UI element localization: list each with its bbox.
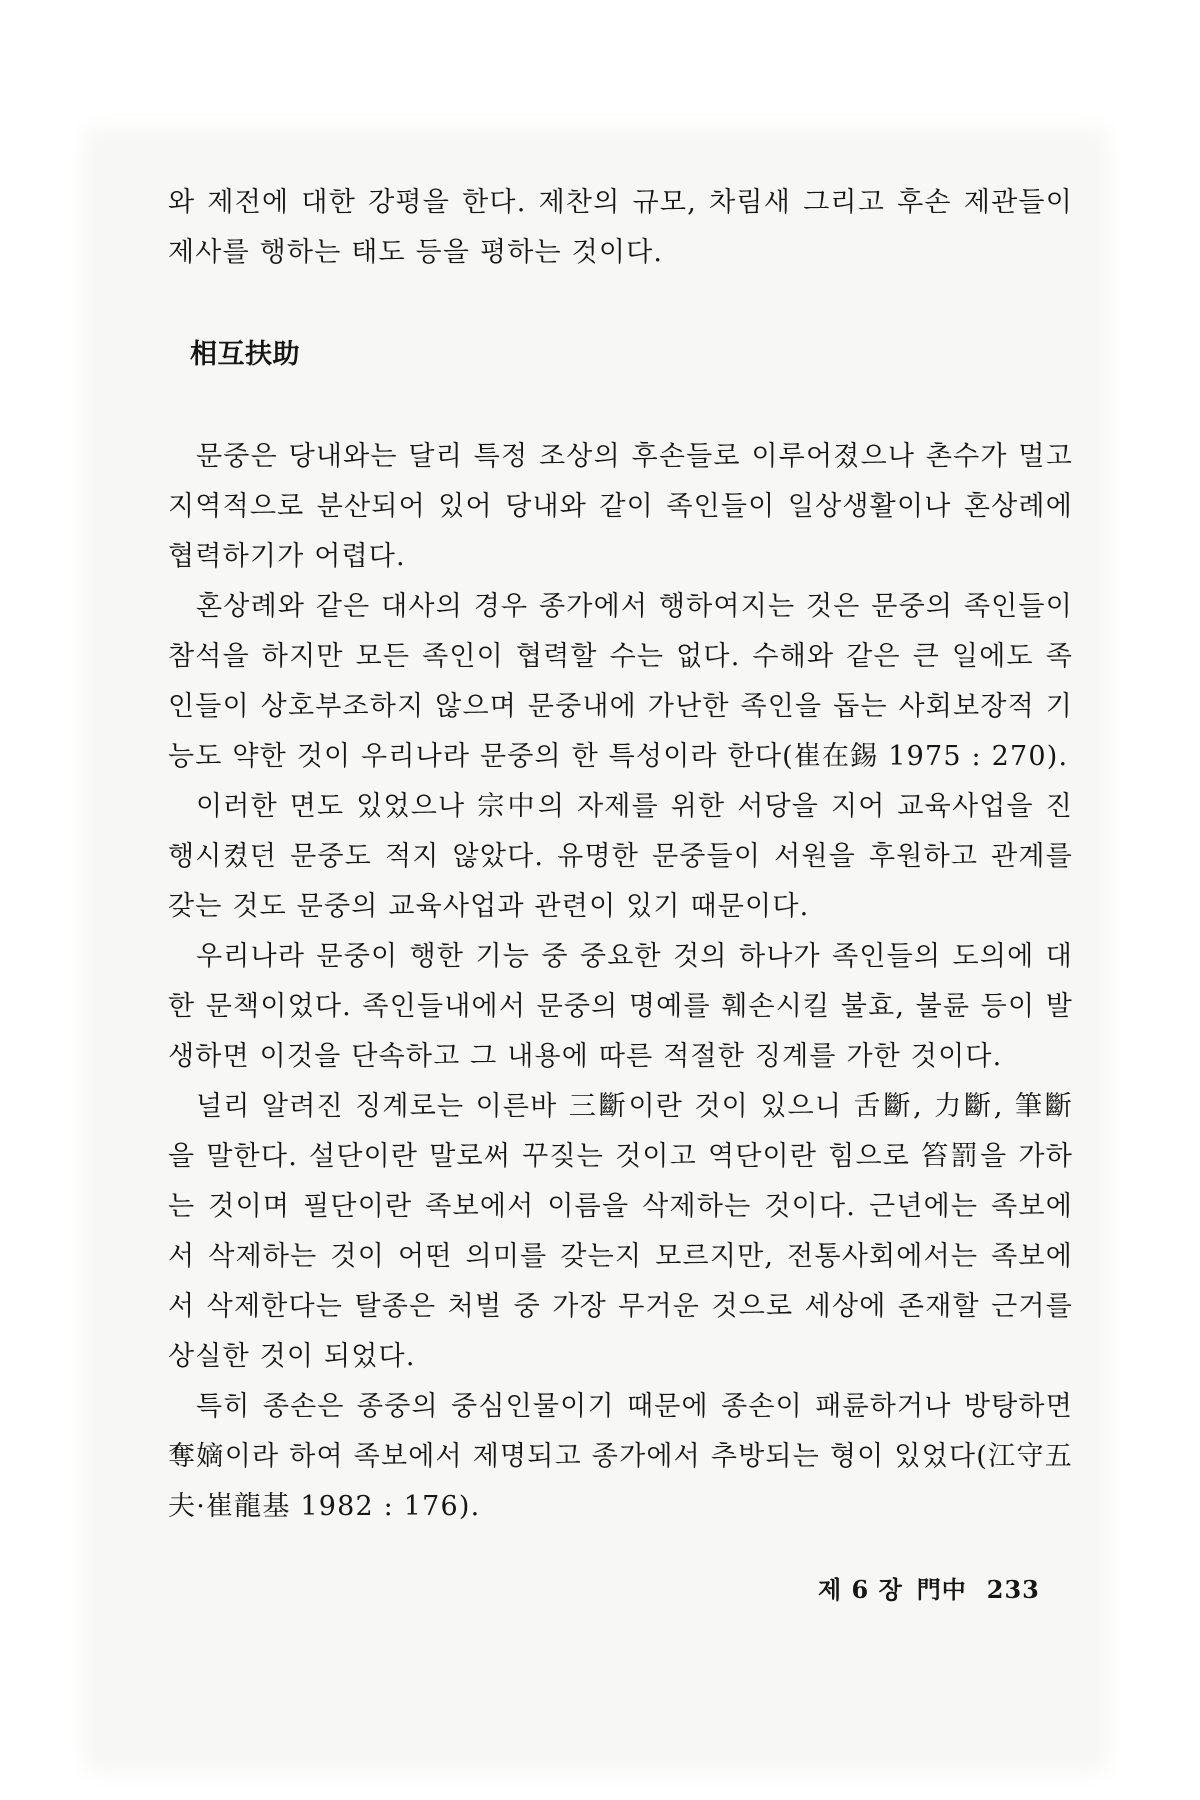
section-heading: 相互扶助 — [190, 339, 300, 370]
paragraph-1: 문중은 당내와는 달리 특정 조상의 후손들로 이루어졌으나 촌수가 멀고 지역적으로 분산되어 있어 당내와 같이 족인들이 일상생활이나 혼상례에 협력하기가 어렵다. — [168, 441, 1073, 572]
page-body — [168, 178, 1073, 1532]
running-footer — [818, 1570, 1040, 1605]
page-number: 233 — [986, 1575, 1040, 1604]
paragraph-4: 우리나라 문중이 행한 기능 중 중요한 것의 하나가 족인들의 도의에 대한 문책이었다. 족인들내에서 문중의 명예를 훼손시킬 불효, 불륜 등이 발생하면 이것을 단속하고 그 내용에 따른 적절한 징계를 가한 것이다. — [168, 941, 1073, 1072]
paragraph-6: 특히 종손은 종중의 중심인물이기 때문에 종손이 패륜하거나 방탕하면 奪嫡이라 하여 족보에서 제명되고 종가에서 추방되는 형이 있었다(江守五夫·崔龍基 1982 : 176). — [168, 1391, 1073, 1522]
paragraph-2: 혼상례와 같은 대사의 경우 종가에서 행하여지는 것은 문중의 족인들이 참석을 하지만 모든 족인이 협력할 수는 없다. 수해와 같은 큰 일에도 족인들이 상호부조하지 않으며 문중내에 가난한 족인을 돕는 사회보장적 기능도 약한 것이 우리나라 문중의 한 특성이라 한다(崔在錫 1975 : 270). — [168, 591, 1073, 772]
chapter-label: 제 6 장 — [818, 1575, 903, 1604]
chapter-title: 門中 — [916, 1575, 967, 1604]
paragraph-3: 이러한 면도 있었으나 宗中의 자제를 위한 서당을 지어 교육사업을 진행시켰던 문중도 적지 않았다. 유명한 문중들이 서원을 후원하고 관계를 갖는 것도 문중의 교육사업과 관련이 있기 때문이다. — [168, 791, 1073, 922]
intro-paragraph: 와 제전에 대한 강평을 한다. 제찬의 규모, 차림새 그리고 후손 제관들이 제사를 행하는 태도 등을 평하는 것이다. — [168, 187, 1073, 268]
paragraph-5: 널리 알려진 징계로는 이른바 三斷이란 것이 있으니 舌斷, 力斷, 筆斷을 말한다. 설단이란 말로써 꾸짖는 것이고 역단이란 힘으로 笞罰을 가하는 것이며 필단이란 족보에서 이름을 삭제하는 것이다. 근년에는 족보에서 삭제하는 것이 어떤 의미를 갖는지 모르지만, 전통사회에서는 족보에서 삭제한다는 탈종은 처벌 중 가장 무거운 것으로 세상에 존재할 근거를 상실한 것이 되었다. — [168, 1091, 1073, 1372]
